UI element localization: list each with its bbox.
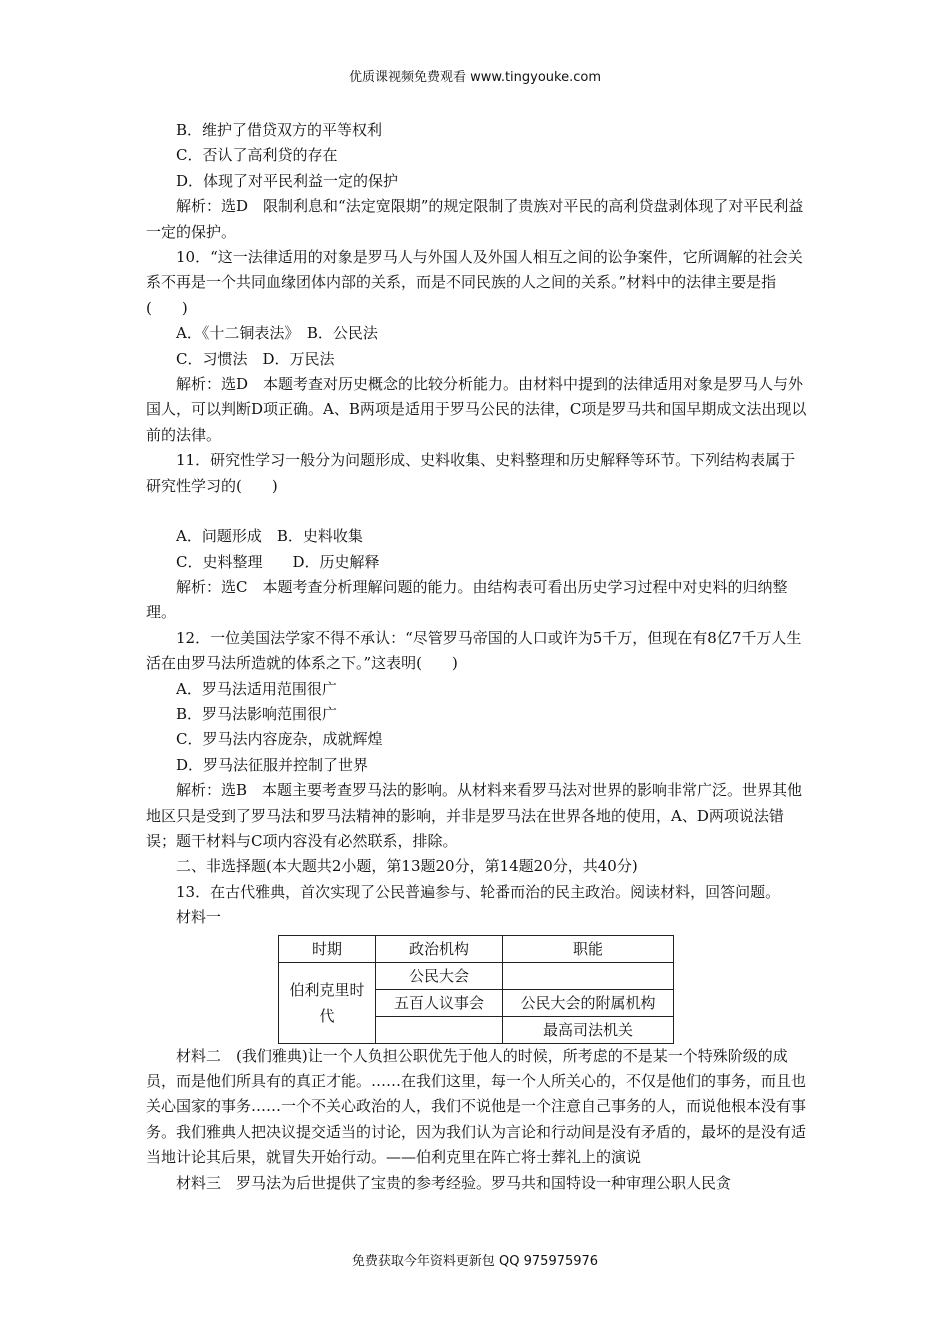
table-header-row — [279, 935, 674, 962]
material-1-table — [278, 935, 674, 1044]
table-cell: 公民大会的附属机构 — [503, 989, 674, 1016]
page-header: 优质课视频免费观看 www.tingyouke.com — [348, 70, 601, 85]
q11-options-ab: A．问题形成 B．史料收集 — [176, 527, 363, 546]
table-cell: 最高司法机关 — [503, 1016, 674, 1043]
q10-analysis: 解析：选D 本题考查对历史概念的比较分析能力。由材料中提到的法律适用对象是罗马人与外国人，可以判断D项正确。A、B两项是适用于罗马公民的法律，C项是罗马共和国早期成文法出现以前的法律。 — [146, 375, 807, 444]
material-1-table-wrapper — [278, 935, 810, 1044]
table-cell: 五百人议事会 — [376, 989, 503, 1016]
material-2: 材料二 (我们雅典)让一个人负担公职优先于他人的时候，所考虑的不是某一个特殊阶级的成员，而是他们所具有的真正才能。……在我们这里，每一个人所关心的，不仅是他们的事务，而且也关心国家的事务……一个不关心政治的人，我们不说他是一个注意自己事务的人，而说他根本没有事务。我们雅典人把决议提交适当的讨论，因为我们认为言论和行动间是没有矛盾的，最坏的是没有适当地计论其后果，就冒失开始行动。——伯利克里在阵亡将士葬礼上的演说 — [146, 1046, 807, 1167]
q12-analysis: 解析：选B 本题主要考查罗马法的影响。从材料来看罗马法对世界的影响非常广泛。世界其他地区只是受到了罗马法和罗马法精神的影响，并非是罗马法在世界各地的使用，A、D两项说法错误；题干材料与C项内容没有必然联系，排除。 — [146, 781, 803, 850]
q13-stem: 13．在古代雅典，首次实现了公民普遍参与、轮番而治的民主政治。阅读材料，回答问题。 — [176, 882, 781, 901]
material-3: 材料三 罗马法为后世提供了宝贵的参考经验。罗马共和国特设一种审理公职人民贪 — [176, 1173, 732, 1192]
section-2-title: 二、非选择题(本大题共2小题，第13题20分，第14题20分，共40分) — [176, 857, 638, 876]
q10-options-cd: C．习惯法 D．万民法 — [176, 349, 335, 368]
table-row — [279, 962, 674, 989]
q11-analysis: 解析：选C 本题考查分析理解问题的能力。由结构表可看出历史学习过程中对史料的归纳整理。 — [146, 577, 788, 622]
q9-option-d: D．体现了对平民利益一定的保护 — [176, 171, 399, 190]
table-header-cell: 职能 — [503, 935, 674, 962]
document-body — [146, 118, 810, 1196]
q11-stem: 11．研究性学习一般分为问题形成、史料收集、史料整理和历史解释等环节。下列结构表属于研究性学习的( ) — [146, 451, 796, 495]
q9-option-b: B．维护了借贷双方的平等权利 — [176, 121, 383, 139]
q12-option-a: A．罗马法适用范围很广 — [176, 679, 337, 698]
q12-option-c: C．罗马法内容庞杂，成就辉煌 — [176, 730, 383, 749]
table-header-cell: 时期 — [279, 935, 376, 962]
table-cell — [376, 1016, 503, 1043]
q11-options-cd: C．史料整理 D．历史解释 — [176, 552, 380, 571]
q12-option-b: B．罗马法影响范围很广 — [176, 704, 338, 723]
q10-options-ab: A．《十二铜表法》 B．公民法 — [176, 324, 378, 343]
q12-option-d: D．罗马法征服并控制了世界 — [176, 755, 369, 774]
page-footer: 免费获取今年资料更新包 QQ 975975976 — [351, 1254, 599, 1269]
material-1-label: 材料一 — [176, 908, 222, 927]
q9-option-c: C．否认了高利贷的存在 — [176, 146, 338, 165]
table-cell — [503, 962, 674, 989]
table-cell: 公民大会 — [376, 962, 503, 989]
table-era-cell: 伯利克里时代 — [279, 962, 376, 1043]
q11-figure-space — [146, 499, 810, 524]
q9-analysis: 解析：选D 限制利息和“法定宽限期”的规定限制了贵族对平民的高利贷盘剥体现了对平民利益一定的保护。 — [146, 197, 804, 241]
q10-stem: 10．“这一法律适用的对象是罗马人与外国人及外国人相互之间的讼争案件，它所调解的社会关系不再是一个共同血缘团体内部的关系，而是不同民族的人之间的关系。”材料中的法律主要是指( ) — [146, 248, 803, 317]
q12-stem: 12．一位美国法学家不得不承认：“尽管罗马帝国的人口或许为5千万，但现在有8亿7千万人生活在由罗马法所造就的体系之下。”这表明( ) — [146, 628, 802, 673]
table-header-cell: 政治机构 — [376, 935, 503, 962]
